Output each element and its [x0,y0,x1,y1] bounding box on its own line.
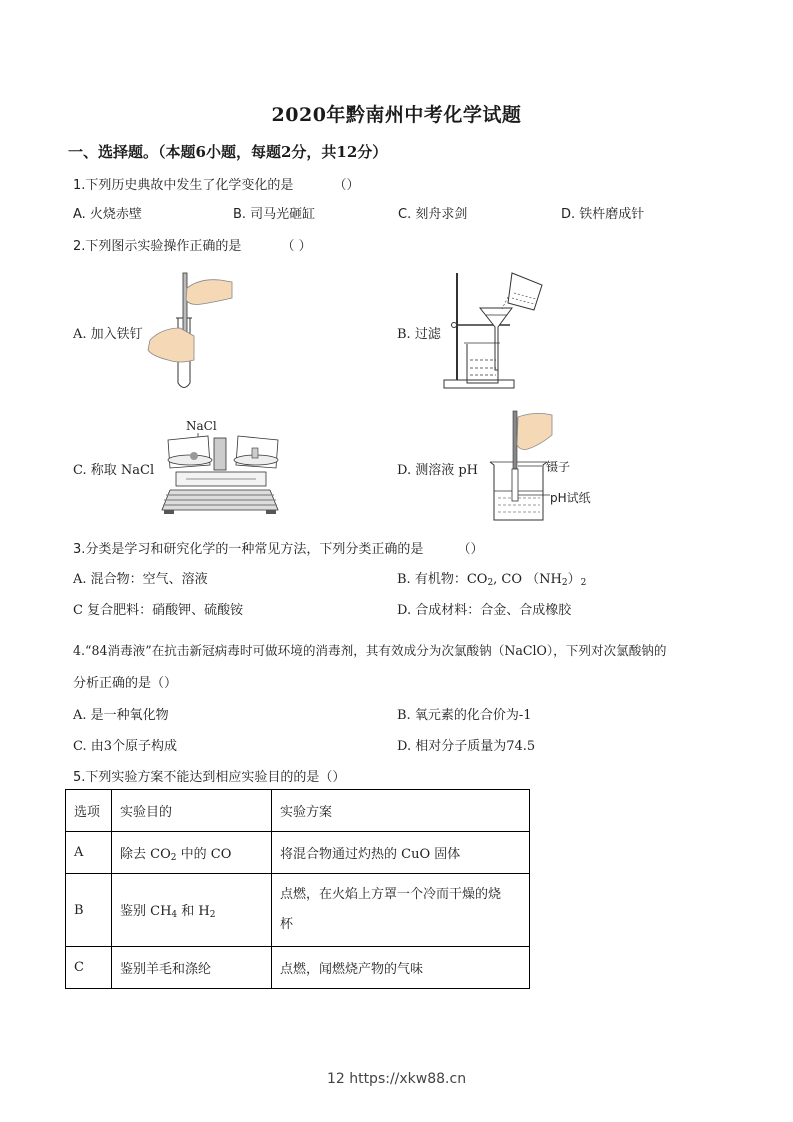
row-goal: 鉴别羊毛和涤纶 [112,947,272,989]
subscript: 2 [561,578,568,588]
question-text: 2.下列图示实验操作正确的是 [73,239,242,254]
q1-option-b: B. 司马光砸缸 [233,207,316,222]
question-4-stem-line1: 4.“84消毒液”在抗击新冠病毒时可做环境的消毒剂，其有效成分为次氯酸钠（NaClO），下列对次氯酸钠的 [73,643,667,658]
plan-line: 点燃，在火焰上方罩一个冷而干燥的烧 [280,887,502,902]
q2-option-a: A. 加入铁钉 [73,327,143,342]
q1-option-d: D. 铁杵磨成针 [561,207,645,222]
header-option: 选项 [66,790,112,832]
q3-b-text: B. 有机物：CO [397,572,488,587]
q4-option-a: A. 是一种氧化物 [73,708,169,723]
q1-option-a: A. 火烧赤壁 [73,207,142,222]
question-text: 1.下列历史典故中发生了化学变化的是 [73,178,294,193]
q3-b-text: ） [567,572,581,587]
row-option: C [66,947,112,989]
row-plan [272,874,530,947]
goal-text: 鉴别 CH [120,904,172,919]
row-option: B [66,874,112,947]
ph-test-figure [480,405,610,530]
table-row [66,947,530,989]
question-2-stem [73,235,312,254]
subscript: 2 [580,578,587,588]
q3-option-d: D. 合成材料：合金、合成橡胶 [397,603,572,618]
row-plan: 将混合物通过灼热的 CuO 固体 [272,832,530,874]
section-heading: 一、选择题。（本题6小题，每题2分，共12分） [68,143,388,161]
q2-option-b: B. 过滤 [397,327,441,342]
question-text: 3.分类是学习和研究化学的一种常见方法，下列分类正确的是 [73,542,424,557]
q3-option-c: C 复合肥料：硝酸钾、硫酸铵 [73,603,244,618]
question-5-stem: 5.下列实验方案不能达到相应实验目的的是（） [73,770,346,785]
answer-bracket: （） [333,178,360,193]
header-plan: 实验方案 [272,790,530,832]
answer-bracket: （） [457,542,484,557]
table-row [66,874,530,947]
ph-paper-label: pH试纸 [550,491,591,505]
subscript: 2 [209,910,216,920]
nacl-label: NaCl [186,419,217,433]
question-1-stem [73,174,360,193]
table-row [66,832,530,874]
answer-bracket: （ ） [281,239,312,254]
q3-option-b [397,568,586,588]
table-header-row [66,790,530,832]
row-option: A [66,832,112,874]
q4-option-d: D. 相对分子质量为74.5 [397,739,536,754]
row-goal [112,832,272,874]
experiment-table [65,789,530,989]
plan-line: 杯 [280,917,294,932]
q2-option-c: C. 称取 NaCl [73,463,155,478]
test-tube-figure [140,268,250,393]
row-plan: 点燃，闻燃烧产物的气味 [272,947,530,989]
q4-option-b: B. 氧元素的化合价为-1 [397,708,532,723]
subscript: 2 [170,852,177,863]
goal-text: 中的 CO [176,846,232,862]
filtration-figure [430,265,560,395]
header-goal: 实验目的 [112,790,272,832]
subscript: 2 [487,578,494,588]
goal-text: 除去 CO [120,846,171,862]
subscript: 4 [171,910,178,920]
row-goal [112,874,272,947]
page-title: 2020年黔南州中考化学试题 [271,104,522,126]
q2-option-d: D. 测溶液 pH [397,463,479,478]
q1-option-c: C. 刻舟求剑 [398,207,468,222]
q4-option-c: C. 由3个原子构成 [73,739,178,754]
goal-text: 和 H [177,904,210,919]
q3-option-a: A. 混合物：空气、溶液 [73,572,208,587]
q3-b-text: , CO （NH [493,572,562,587]
tweezers-label: 镊子 [546,460,571,474]
balance-figure [150,410,290,520]
question-4-stem-line2: 分析正确的是（） [73,676,178,691]
question-3-stem [73,538,484,557]
page-footer: 12 https://xkw88.cn [326,1071,467,1087]
